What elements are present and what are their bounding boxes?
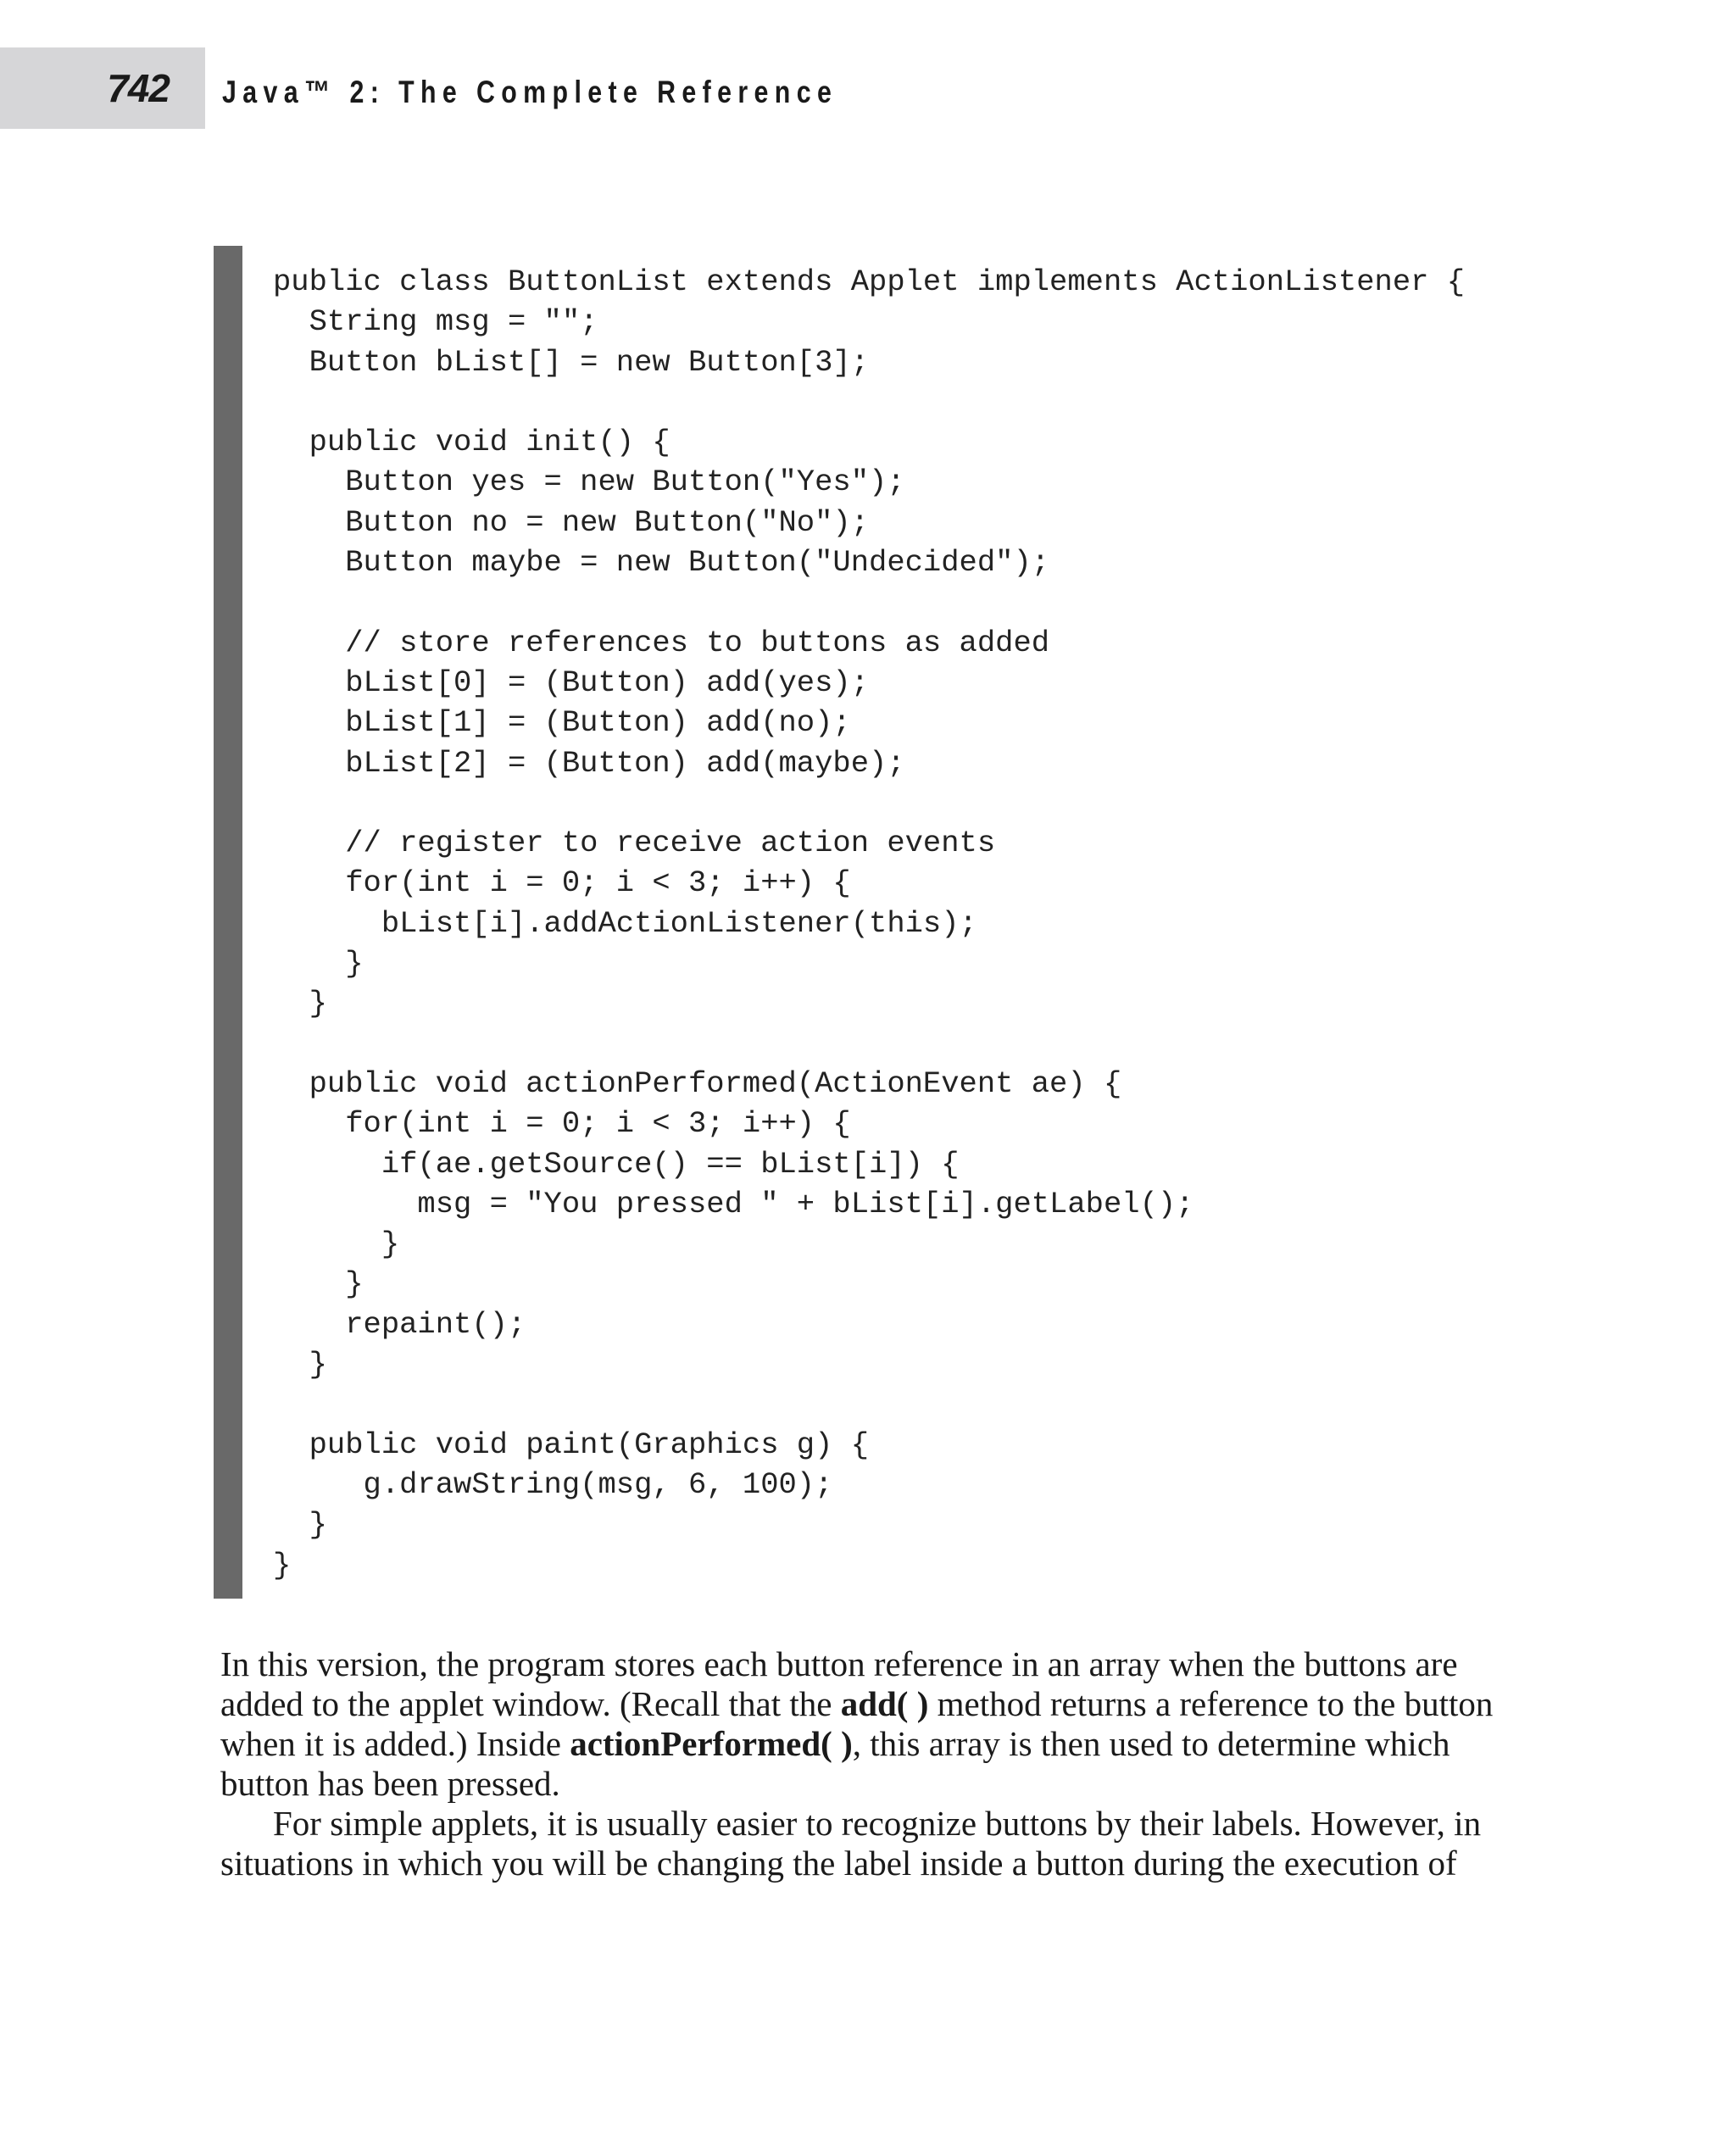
body-paragraph-1 <box>220 1644 1509 1804</box>
code-listing-bar <box>214 246 242 1599</box>
method-name-actionperformed: actionPerformed( ) <box>570 1724 853 1763</box>
code-line: bList[0] = (Button) add(yes); <box>273 665 870 700</box>
code-line: bList[1] = (Button) add(no); <box>273 705 851 741</box>
code-line: } <box>273 1227 400 1262</box>
code-line: } <box>273 1507 327 1543</box>
paragraph-text: In this version, the program stores each button reference in an array when the buttons are added to the applet window. (Recall that the <box>220 1644 1458 1723</box>
method-name-add: add( ) <box>840 1684 929 1723</box>
running-head: Java™ 2: The Complete Reference <box>222 75 838 109</box>
code-line: public void init() { <box>273 425 670 460</box>
code-line: for(int i = 0; i < 3; i++) { <box>273 865 851 901</box>
code-line: } <box>273 1547 292 1583</box>
code-line: Button no = new Button("No"); <box>273 504 870 540</box>
code-line: String msg = ""; <box>273 304 598 340</box>
code-line: bList[2] = (Button) add(maybe); <box>273 745 905 781</box>
code-line: public void paint(Graphics g) { <box>273 1427 870 1462</box>
body-paragraph-2: For simple applets, it is usually easier to recognize buttons by their labels. However, in situations in which you will be changing the label inside a button during the execution of <box>220 1804 1482 1883</box>
code-line: msg = "You pressed " + bList[i].getLabel(); <box>273 1186 1194 1221</box>
body-text <box>220 1644 1509 1883</box>
code-line: } <box>273 1347 327 1382</box>
code-line: if(ae.getSource() == bList[i]) { <box>273 1146 960 1182</box>
paragraph-text: method returns a reference to the button when it is added.) Inside <box>220 1684 1494 1763</box>
code-line: repaint(); <box>273 1306 526 1342</box>
code-line: } <box>273 946 364 982</box>
code-line: // store references to buttons as added <box>273 625 1050 660</box>
code-line: Button maybe = new Button("Undecided"); <box>273 545 1050 581</box>
code-line: } <box>273 1266 364 1302</box>
code-line: Button bList[] = new Button[3]; <box>273 344 870 380</box>
code-listing <box>273 262 1465 1585</box>
code-line: public void actionPerformed(ActionEvent ae) { <box>273 1065 1122 1101</box>
code-line: bList[i].addActionListener(this); <box>273 905 977 941</box>
code-line: Button yes = new Button("Yes"); <box>273 464 905 500</box>
code-line: public class ButtonList extends Applet implements ActionListener { <box>273 264 1466 299</box>
code-line: for(int i = 0; i < 3; i++) { <box>273 1106 851 1142</box>
paragraph-text: , this array is then used to determine which button has been pressed. <box>220 1724 1450 1803</box>
code-line: g.drawString(msg, 6, 100); <box>273 1466 833 1502</box>
page-number: 742 <box>107 66 170 110</box>
code-line: } <box>273 986 327 1021</box>
code-line: // register to receive action events <box>273 826 996 861</box>
